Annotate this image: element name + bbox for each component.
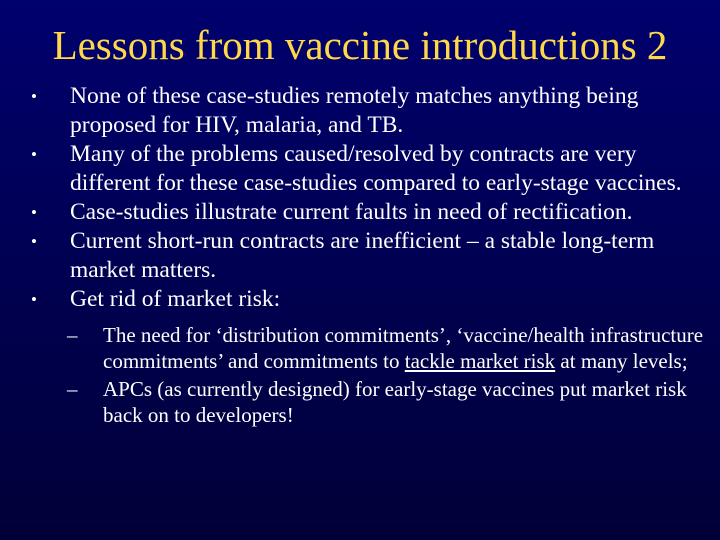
bullet-list [28,82,708,430]
dash-icon: – [67,323,78,347]
bullet-icon: • [31,290,37,309]
bullet-icon: • [31,203,37,222]
bullet-item [28,82,708,140]
bullet-icon: • [31,145,37,164]
bullet-item [28,198,708,227]
underlined-phrase: tackle market risk [404,349,556,373]
sub-bullet-item [67,322,708,374]
sub-bullet-text: APCs (as currently designed) for early-stage vaccines put market risk back on to developers! [103,377,687,427]
sub-bullet-text-part1: The need for ‘distribution commitments’, ‘vaccine/health infrastructure commitments’ and commitments to [103,323,704,373]
bullet-icon: • [31,232,37,251]
sub-bullet-list [67,322,708,428]
bullet-text: Many of the problems caused/resolved by contracts are very different for these case-studies compared to early-stage vaccines. [70,141,682,196]
slide-title: Lessons from vaccine introductions 2 [52,22,668,68]
sub-bullet-item [67,376,708,428]
bullet-icon: • [31,87,37,106]
bullet-text: Get rid of market risk: [70,286,281,312]
dash-icon: – [67,377,78,401]
bullet-text: Current short-run contracts are inefficient – a stable long-term market matters. [70,228,655,283]
bullet-text: Case-studies illustrate current faults in need of rectification. [70,199,633,225]
bullet-item [28,140,708,198]
bullet-text: None of these case-studies remotely matches anything being proposed for HIV, malaria, and TB. [70,83,639,138]
sub-bullet-text-part2: at many levels; [555,349,688,373]
bullet-item [28,285,708,428]
bullet-item [28,227,708,285]
